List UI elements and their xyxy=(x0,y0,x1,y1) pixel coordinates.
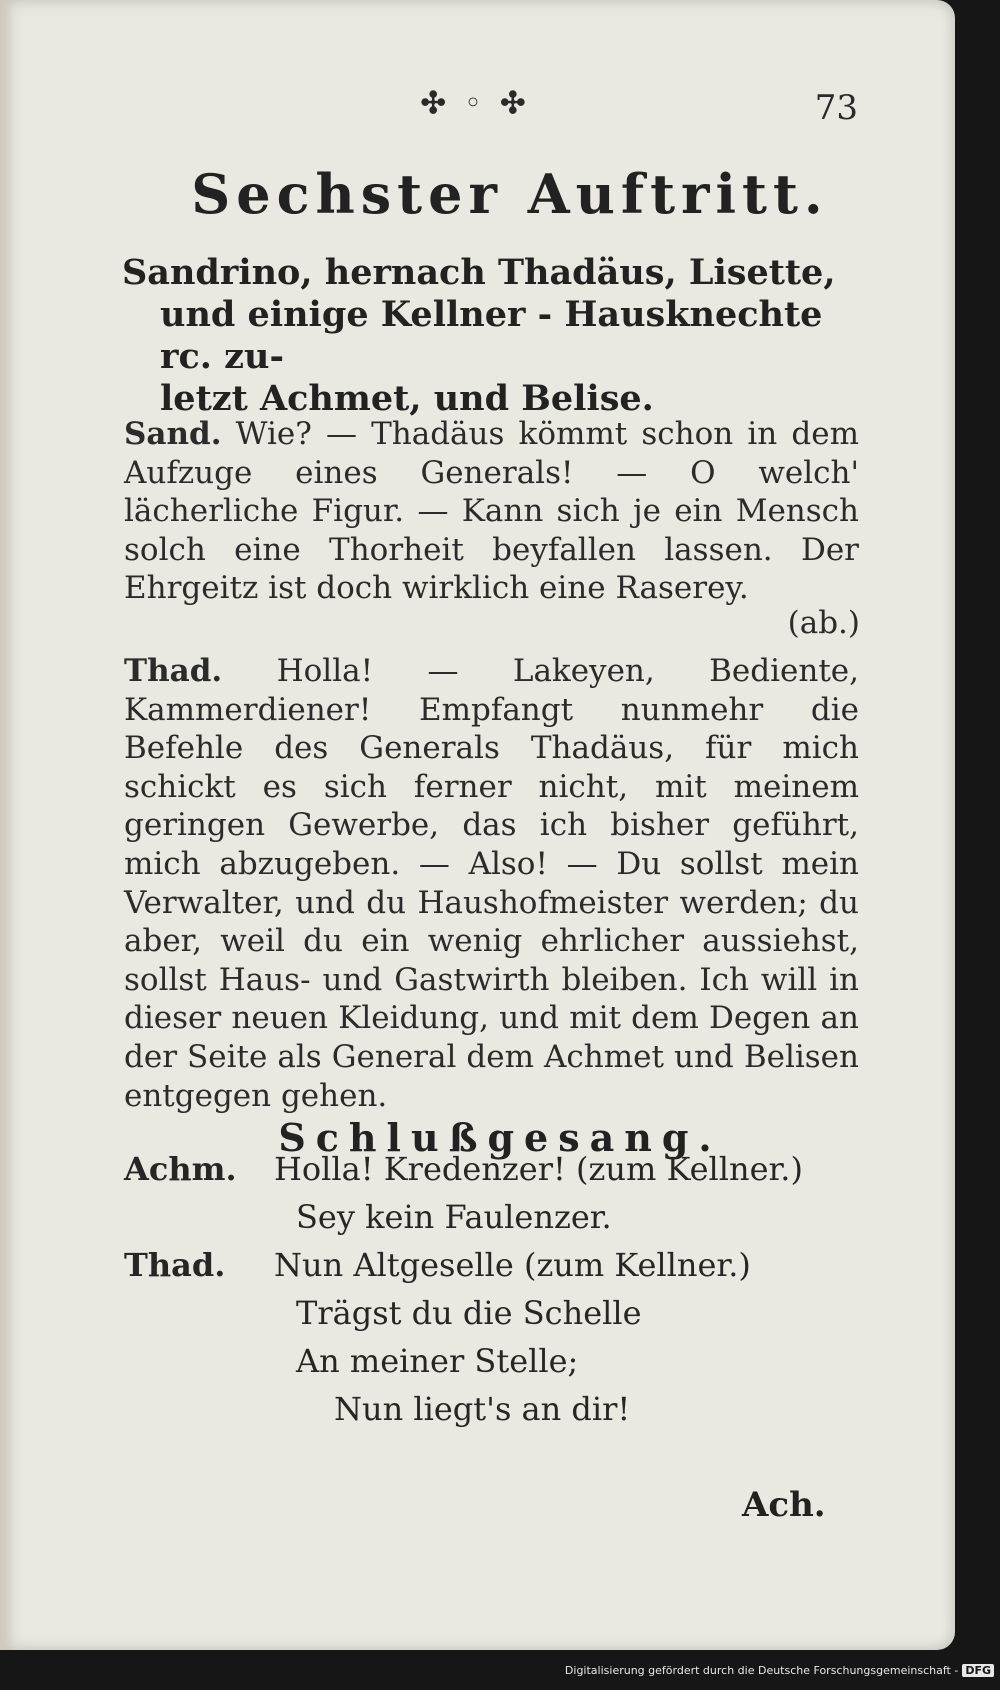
song-text: Trägst du die Schelle xyxy=(296,1294,642,1332)
cast-line: und einige Kellner - Hausknechte rc. zu- xyxy=(160,294,823,377)
credit-text: Digitalisierung gefördert durch die Deutsche Forschungsgemeinschaft - xyxy=(564,1664,959,1677)
digitization-credit xyxy=(480,1664,994,1677)
scene-title: Sechster Auftritt. xyxy=(191,162,829,226)
stage-direction-exit: (ab.) xyxy=(787,605,860,641)
song-speaker: Achm. xyxy=(124,1150,237,1188)
speech-thadaeus xyxy=(124,652,859,1115)
dfg-logo: DFG xyxy=(962,1664,994,1677)
cast-line: Sandrino, hernach Thadäus, Lisette, xyxy=(122,252,836,293)
speaker-label: Sand. xyxy=(124,416,222,452)
cast-line: letzt Achmet, und Belise. xyxy=(160,378,654,419)
song-text: An meiner Stelle; xyxy=(296,1342,579,1380)
page-gutter-shadow xyxy=(0,0,14,1650)
song-speaker: Thad. xyxy=(124,1246,226,1284)
catchword: Ach. xyxy=(742,1485,826,1525)
header-ornament: ✣ ◦ ✣ xyxy=(420,86,530,121)
page-number: 73 xyxy=(814,88,858,128)
cast-list xyxy=(122,252,857,420)
speech-text: Holla! — Lakeyen, Bediente, Kammerdiener! Empfangt nunmehr die Befehle des Generals Thadäus, für mich schickt es sich ferner nicht, mit meinem geringen Gewerbe, das ich bisher geführt, mich abzugeben. — Also! — Du sollst mein Verwalter, und du Haushofmeister werden; du aber, weil du ein wenig ehrlicher aussiehst, sollst Haus- und Gastwirth bleiben. Ich will in dieser neuen Kleidung, und mit dem Degen an der Seite als General dem Achmet und Belisen entgegen gehen. xyxy=(124,653,859,1114)
song-text: Nun Altgeselle (zum Kellner.) xyxy=(274,1246,751,1284)
song-text: Nun liegt's an dir! xyxy=(334,1390,631,1428)
song-text: Holla! Kredenzer! (zum Kellner.) xyxy=(274,1150,803,1188)
speech-text: Wie? — Thadäus kömmt schon in dem Aufzuge eines Generals! — O welch' lächerliche Figur. — Kann sich je ein Mensch solch eine Thorheit beyfallen lassen. Der Ehrgeitz ist doch wirklich eine Raserey. xyxy=(124,416,859,607)
song-title: Schlußgesang. xyxy=(278,1115,722,1160)
song-text: Sey kein Faulenzer. xyxy=(296,1198,612,1236)
speech-sandrino xyxy=(124,415,859,608)
speaker-label: Thad. xyxy=(124,653,223,689)
